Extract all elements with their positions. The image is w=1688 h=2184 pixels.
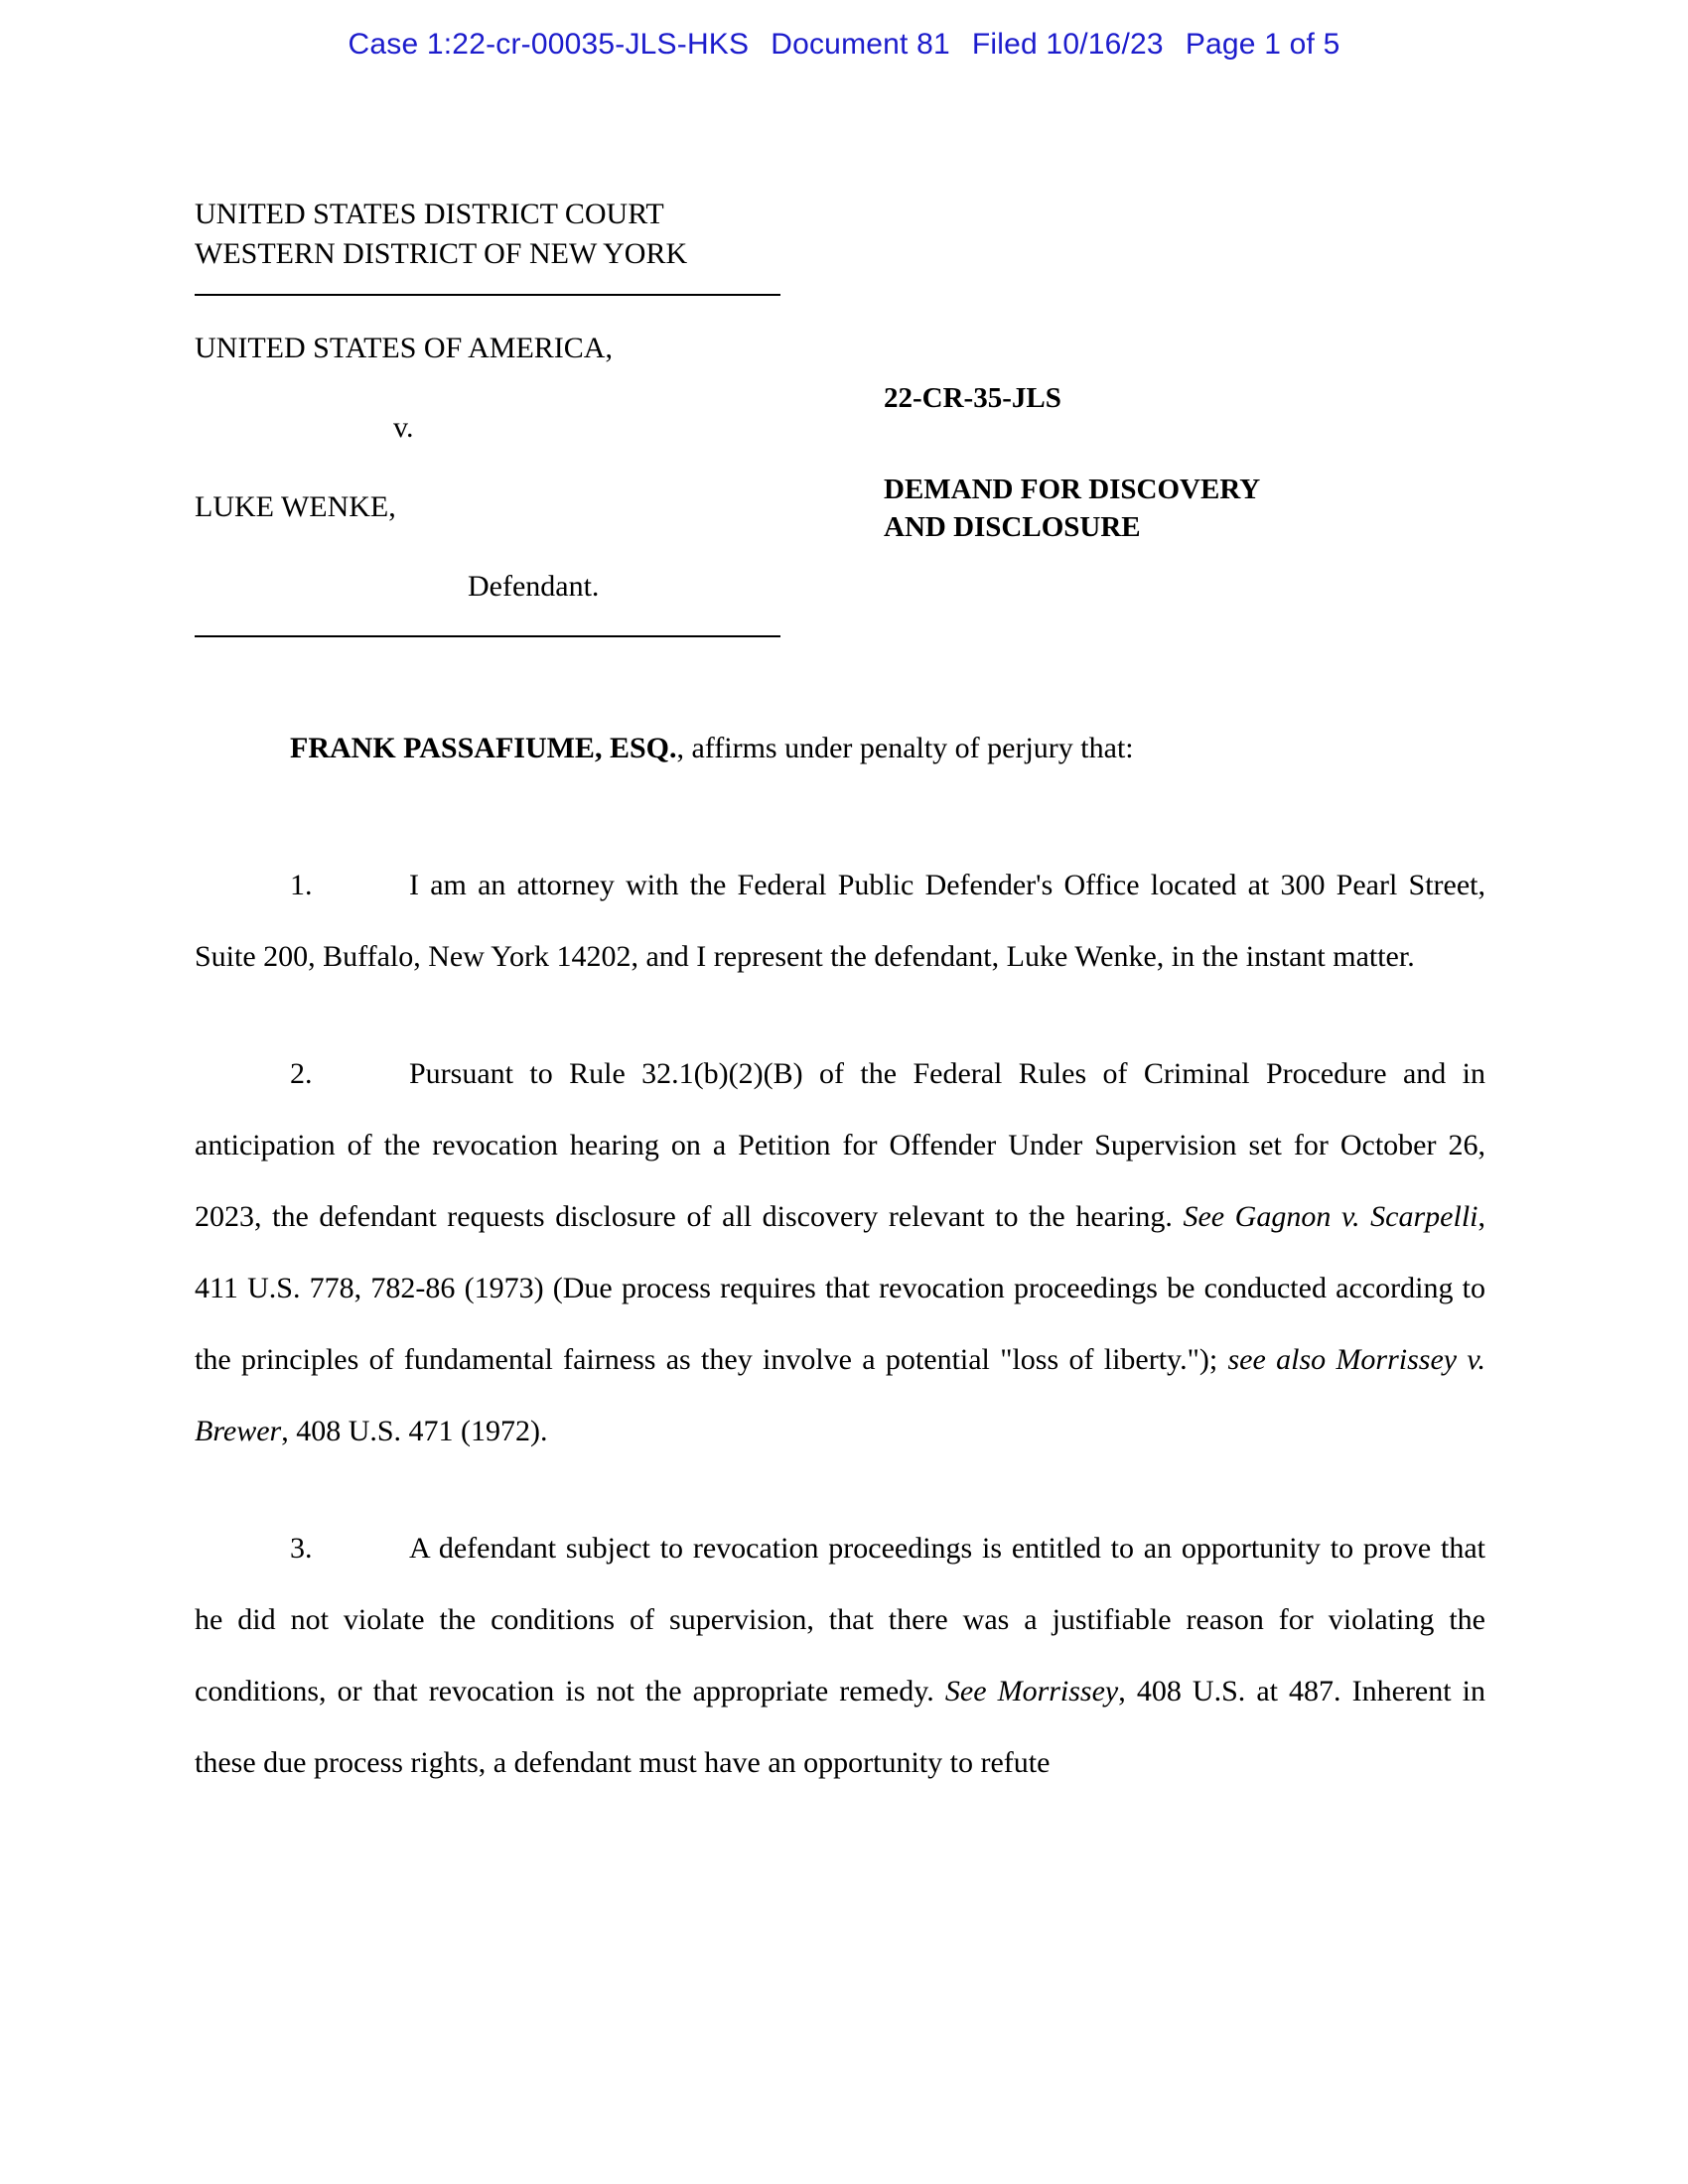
paragraph-2-number: 2. (290, 1057, 313, 1090)
court-name-line-2: WESTERN DISTRICT OF NEW YORK (195, 237, 688, 270)
paragraph-2-citation-gagnon: See Gagnon v. Scarpelli (1183, 1200, 1478, 1233)
document-text (195, 713, 1485, 1844)
caption-case-number: 22-CR-35-JLS (884, 382, 1061, 414)
caption-divider-top (195, 294, 780, 296)
paragraph-2-text-part-2: , 411 U.S. 778, 782-86 (1973) (Due process requires that revocation proceedings be conducted according to the principles of fundamental fairness as they involve a potential "loss of liberty."); (195, 1200, 1485, 1376)
document-title-line-2: AND DISCLOSURE (884, 511, 1141, 543)
court-heading (195, 195, 687, 274)
ecf-document-number: Document 81 (771, 28, 950, 61)
caption-parties (195, 334, 790, 602)
paragraph-2 (195, 1038, 1485, 1467)
caption-plaintiff: UNITED STATES OF AMERICA, (195, 332, 613, 364)
caption-versus: v. (393, 411, 414, 444)
paragraph-3 (195, 1513, 1485, 1799)
caption-case-info (884, 379, 1440, 546)
affirming-attorney-name: FRANK PASSAFIUME, ESQ. (290, 732, 677, 764)
paragraph-2-text-part-1: Pursuant to Rule 32.1(b)(2)(B) of the Federal Rules of Criminal Procedure and in anticipation of the revocation hearing on a Petition for Offender Under Supervision set for October 26, 2023, the defendant requests disclosure of all discovery relevant to the hearing. (195, 1057, 1485, 1233)
court-name-line-1: UNITED STATES DISTRICT COURT (195, 198, 664, 230)
paragraph-3-citation-morrissey: See Morrissey (944, 1675, 1119, 1707)
document-title-line-1: DEMAND FOR DISCOVERY (884, 474, 1261, 505)
paragraph-2-text-part-3: , 408 U.S. 471 (1972). (281, 1415, 548, 1447)
ecf-page-number: Page 1 of 5 (1185, 28, 1340, 61)
affirmation-statement (195, 713, 1485, 784)
paragraph-3-text-part-1: A defendant subject to revocation proceedings is entitled to an opportunity to prove that he did not violate the conditions of supervision, that there was a justifiable reason for violating the conditions, or that revocation is not the appropriate remedy. (195, 1532, 1485, 1707)
paragraph-1-number: 1. (290, 869, 313, 901)
ecf-filed-date: Filed 10/16/23 (971, 28, 1164, 61)
document-title (884, 471, 1440, 546)
caption-divider-bottom (195, 635, 780, 637)
paragraph-1-text: I am an attorney with the Federal Public Defender's Office located at 300 Pearl Street, Suite 200, Buffalo, New York 14202, and I represent the defendant, Luke Wenke, in the instant matter. (195, 869, 1485, 973)
affirmation-rest: , affirms under penalty of perjury that: (676, 732, 1134, 764)
ecf-case-number: Case 1:22-cr-00035-JLS-HKS (348, 28, 750, 61)
caption-defendant-label: Defendant. (468, 570, 600, 603)
paragraph-3-text-part-2: , 408 U.S. at 487. Inherent in these due process rights, a defendant must have an opportunity to refute (195, 1675, 1485, 1779)
paragraph-3-number: 3. (290, 1532, 313, 1565)
ecf-header-stamp (0, 28, 1688, 62)
caption-defendant-name: LUKE WENKE, (195, 490, 396, 523)
paragraph-1 (195, 850, 1485, 993)
paragraph-2-citation-morrissey: see also Morrissey v. Brewer (195, 1343, 1485, 1447)
